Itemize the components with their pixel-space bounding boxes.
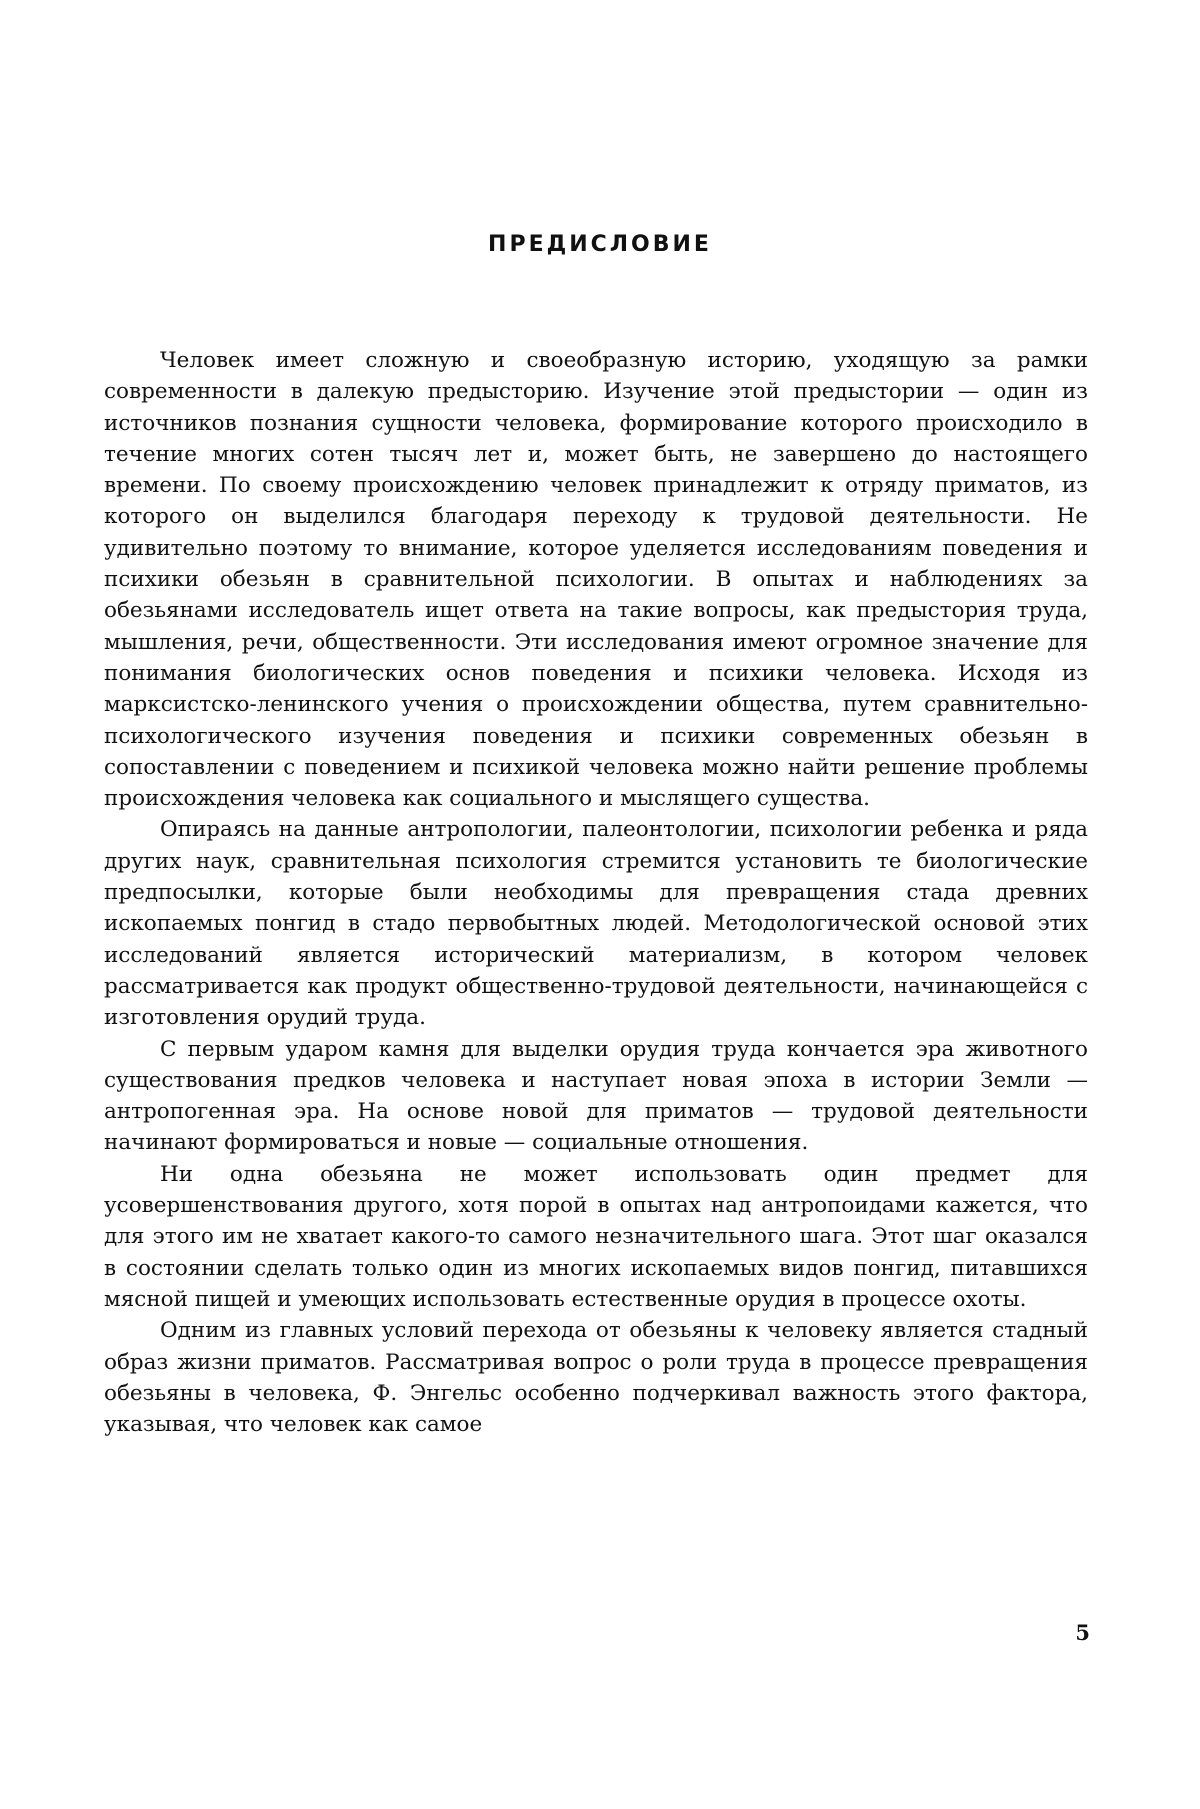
paragraph-4: Ни одна обезьяна не может использовать один предмет для усовершенствования другого, хотя порой в опытах над антропоидами кажется, что для этого им не хватает какого-то самого незначительного шага. Этот шаг оказался в состоянии сделать только один из многих ископаемых видов понгид, питавшихся мясной пищей и умеющих использовать естественные орудия в процессе охоты. <box>104 1161 1088 1312</box>
chapter-heading: ПРЕДИСЛОВИЕ <box>488 232 712 257</box>
paragraph-2: Опираясь на данные антропологии, палеонтологии, психологии ребенка и ряда других наук, сравнительная психология стремится установить те биологические предпосылки, которые были необходимы для превращения стада древних ископаемых понгид в стадо первобытных людей. Методологической основой этих исследований является исторический материализм, в котором человек рассматривается как продукт общественно-трудовой деятельности, начинающейся с изготовления орудий труда. <box>104 817 1088 1031</box>
paragraph-1: Человек имеет сложную и своеобразную историю, уходящую за рамки современности в далекую предысторию. Изучение этой предыстории — один из источников познания сущности человека, формирование которого происходило в течение многих сотен тысяч лет и, может быть, не завершено до настоящего времени. По своему происхождению человек принадлежит к отряду приматов, из которого он выделился благодаря переходу к трудовой деятельности. Не удивительно поэтому то внимание, которое уделяется исследованиям поведения и психики обезьян в сравнительной психологии. В опытах и наблюдениях за обезьянами исследователь ищет ответа на такие вопросы, как предыстория труда, мышления, речи, общественности. Эти исследования имеют огромное значение для понимания биологических основ поведения и психики человека. Исходя из марксистско-ленинского учения о происхождении общества, путем сравнительно-психологического изучения поведения и психики современных обезьян в сопоставлении с поведением и психикой человека можно найти решение проблемы происхождения человека как социального и мыслящего существа. <box>104 348 1088 812</box>
paragraph-5: Одним из главных условий перехода от обезьяны к человеку является стадный образ жизни приматов. Рассматривая вопрос о роли труда в процессе превращения обезьяны в человека, Ф. Энгельс особенно подчеркивал важность этого фактора, указывая, что человек как самое <box>104 1318 1088 1438</box>
page-number: 5 <box>1075 1620 1090 1645</box>
body-text <box>104 345 1088 1440</box>
paragraph-3: С первым ударом камня для выделки орудия труда кончается эра животного существования предков человека и наступает новая эпоха в истории Земли — антропогенная эра. На основе новой для приматов — трудовой деятельности начинают формироваться и новые — социальные отношения. <box>104 1036 1088 1156</box>
